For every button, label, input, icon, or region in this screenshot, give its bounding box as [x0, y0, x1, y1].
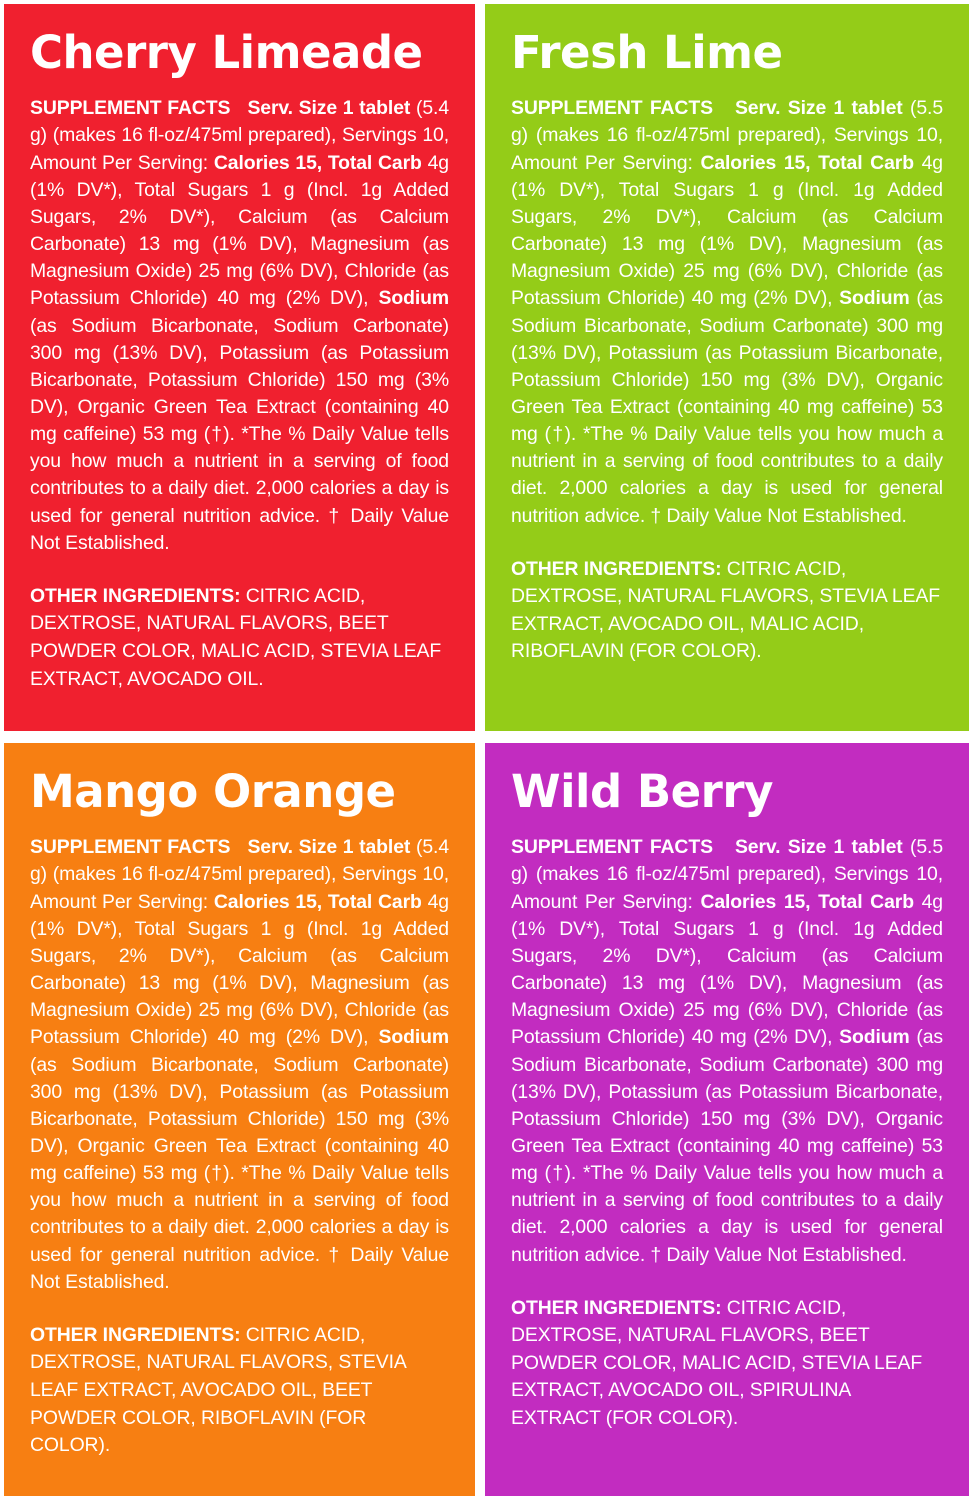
green-tea-extract: Organic Green Tea Extract (containing 40 mg caffeine) 53 mg (†). [30, 396, 449, 446]
sodium-label: Sodium [378, 1026, 449, 1049]
sodium-label: Sodium [839, 1026, 910, 1049]
calories-total-carb: Calories 15, Total Carb [700, 151, 914, 174]
calories-total-carb: Calories 15, Total Carb [213, 151, 422, 174]
total-carb-value: 4g (1% DV*), [30, 890, 449, 940]
amount-per-serving-label: Amount Per Serving: [30, 151, 209, 174]
supplement-facts-text [30, 834, 449, 1296]
serving-size-weight: (5.5 g) [511, 97, 943, 147]
supplement-facts-heading: SUPPLEMENT FACTS [30, 836, 231, 859]
magnesium: Magnesium (as Magnesium Oxide) 25 mg (6% DV), [30, 233, 449, 283]
flavor-title: Wild Berry [511, 765, 773, 818]
daily-value-footnote: *The % Daily Value tells you how much a nutrient in a serving of food contributes to a daily diet. 2,000 calories a day is used for general nutrition advice. † Daily Value Not Established. [30, 1162, 449, 1293]
potassium: Potassium (as Potassium Bicarbonate, Potassium Chloride) 150 mg (3% DV), [30, 1080, 449, 1157]
chloride: Chloride (as Potassium Chloride) 40 mg (2% DV), [511, 999, 943, 1049]
supplement-facts-text [511, 95, 943, 530]
flavor-title: Cherry Limeade [30, 26, 423, 79]
serving-size-label: Serv. Size 1 tablet [734, 836, 903, 859]
calcium: Calcium (as Calcium Carbonate) 13 mg (1% DV), [511, 944, 944, 995]
flavor-panel-wild-berry [485, 743, 969, 1496]
supplement-facts-heading: SUPPLEMENT FACTS [511, 836, 713, 859]
sodium-value: (as Sodium Bicarbonate, Sodium Carbonate) 300 mg (13% DV), [511, 1026, 943, 1103]
servings-count: Servings 10, [342, 124, 449, 147]
other-ingredients-label: OTHER INGREDIENTS: [511, 557, 722, 580]
other-ingredients-label: OTHER INGREDIENTS: [30, 584, 241, 607]
amount-per-serving-label: Amount Per Serving: [511, 890, 693, 913]
total-carb-value: 4g (1% DV*), [511, 890, 943, 940]
prepared-note: (makes 16 fl-oz/475ml prepared), [535, 863, 826, 886]
total-sugars: Total Sugars 1 g (Incl. 1g Added Sugars, 2% DV*), [511, 178, 943, 228]
prepared-note: (makes 16 fl-oz/475ml prepared), [52, 863, 337, 886]
green-tea-extract: Organic Green Tea Extract (containing 40 mg caffeine) 53 mg (†). [30, 1135, 449, 1185]
flavor-title: Fresh Lime [511, 26, 783, 79]
servings-count: Servings 10, [342, 863, 449, 886]
supplement-facts-text [511, 834, 943, 1269]
potassium: Potassium (as Potassium Bicarbonate, Potassium Chloride) 150 mg (3% DV), [511, 1080, 944, 1130]
magnesium: Magnesium (as Magnesium Oxide) 25 mg (6% DV), [511, 233, 943, 283]
other-ingredients [511, 556, 943, 666]
serving-size-label: Serv. Size 1 tablet [247, 836, 411, 859]
green-tea-extract: Organic Green Tea Extract (containing 40 mg caffeine) 53 mg (†). [511, 1107, 943, 1185]
sodium-value: (as Sodium Bicarbonate, Sodium Carbonate) 300 mg (13% DV), [30, 1053, 449, 1103]
sodium-value: (as Sodium Bicarbonate, Sodium Carbonate) 300 mg (13% DV), [511, 287, 943, 364]
potassium: Potassium (as Potassium Bicarbonate, Potassium Chloride) 150 mg (3% DV), [30, 341, 449, 418]
calories-total-carb: Calories 15, Total Carb [213, 890, 422, 913]
potassium: Potassium (as Potassium Bicarbonate, Potassium Chloride) 150 mg (3% DV), [511, 341, 944, 391]
amount-per-serving-label: Amount Per Serving: [30, 890, 209, 913]
supplement-facts-heading: SUPPLEMENT FACTS [30, 97, 231, 120]
prepared-note: (makes 16 fl-oz/475ml prepared), [52, 124, 337, 147]
total-sugars: Total Sugars 1 g (Incl. 1g Added Sugars, 2% DV*), [30, 178, 449, 228]
total-carb-value: 4g (1% DV*), [511, 151, 943, 201]
other-ingredients-value: CITRIC ACID, DEXTROSE, NATURAL FLAVORS, STEVIA LEAF EXTRACT, AVOCADO OIL, MALIC ACID, RIBOFLAVIN (FOR COLOR). [511, 557, 941, 663]
calcium: Calcium (as Calcium Carbonate) 13 mg (1% DV), [30, 205, 449, 256]
other-ingredients [30, 1322, 449, 1460]
other-ingredients-label: OTHER INGREDIENTS: [30, 1323, 241, 1346]
serving-size-weight: (5.4 g) [30, 836, 449, 886]
calcium: Calcium (as Calcium Carbonate) 13 mg (1% DV), [511, 205, 944, 256]
chloride: Chloride (as Potassium Chloride) 40 mg (2% DV), [30, 260, 450, 310]
total-sugars: Total Sugars 1 g (Incl. 1g Added Sugars, 2% DV*), [30, 917, 449, 967]
daily-value-footnote: *The % Daily Value tells you how much a nutrient in a serving of food contributes to a daily diet. 2,000 calories a day is used for general nutrition advice. † Daily Value Not Established. [511, 423, 943, 527]
other-ingredients-value: CITRIC ACID, DEXTROSE, NATURAL FLAVORS, BEET POWDER COLOR, MALIC ACID, STEVIA LEAF EXTRACT, AVOCADO OIL. [30, 584, 442, 690]
other-ingredients-value: CITRIC ACID, DEXTROSE, NATURAL FLAVORS, STEVIA LEAF EXTRACT, AVOCADO OIL, BEET POWDER COLOR, RIBOFLAVIN (FOR COLOR). [30, 1323, 406, 1457]
other-ingredients-label: OTHER INGREDIENTS: [511, 1296, 722, 1319]
calcium: Calcium (as Calcium Carbonate) 13 mg (1% DV), [30, 944, 449, 995]
servings-count: Servings 10, [833, 863, 943, 886]
flavor-panel-fresh-lime [485, 4, 969, 731]
supplement-facts-heading: SUPPLEMENT FACTS [511, 97, 713, 120]
flavor-panel-cherry-limeade [4, 4, 475, 731]
serving-size-label: Serv. Size 1 tablet [247, 97, 411, 120]
flavor-panel-mango-orange [4, 743, 475, 1496]
prepared-note: (makes 16 fl-oz/475ml prepared), [535, 124, 826, 147]
servings-count: Servings 10, [833, 124, 943, 147]
total-carb-value: 4g (1% DV*), [30, 151, 449, 201]
daily-value-footnote: *The % Daily Value tells you how much a nutrient in a serving of food contributes to a daily diet. 2,000 calories a day is used for general nutrition advice. † Daily Value Not Established. [511, 1162, 943, 1266]
serving-size-weight: (5.5 g) [511, 836, 943, 886]
chloride: Chloride (as Potassium Chloride) 40 mg (2% DV), [30, 999, 450, 1049]
supplement-facts-text [30, 95, 449, 557]
calories-total-carb: Calories 15, Total Carb [700, 890, 914, 913]
green-tea-extract: Organic Green Tea Extract (containing 40 mg caffeine) 53 mg (†). [511, 368, 943, 446]
serving-size-label: Serv. Size 1 tablet [734, 97, 903, 120]
sodium-label: Sodium [839, 287, 910, 310]
other-ingredients [30, 583, 449, 693]
magnesium: Magnesium (as Magnesium Oxide) 25 mg (6% DV), [511, 972, 943, 1022]
daily-value-footnote: *The % Daily Value tells you how much a nutrient in a serving of food contributes to a daily diet. 2,000 calories a day is used for general nutrition advice. † Daily Value Not Established. [30, 423, 449, 554]
sodium-label: Sodium [378, 287, 449, 310]
other-ingredients [511, 1295, 943, 1433]
magnesium: Magnesium (as Magnesium Oxide) 25 mg (6% DV), [30, 972, 449, 1022]
sodium-value: (as Sodium Bicarbonate, Sodium Carbonate) 300 mg (13% DV), [30, 314, 449, 364]
serving-size-weight: (5.4 g) [30, 97, 449, 147]
chloride: Chloride (as Potassium Chloride) 40 mg (2% DV), [511, 260, 943, 310]
other-ingredients-value: CITRIC ACID, DEXTROSE, NATURAL FLAVORS, BEET POWDER COLOR, MALIC ACID, STEVIA LEAF EXTRACT, AVOCADO OIL, SPIRULINA EXTRACT (FOR COLOR). [511, 1296, 923, 1429]
amount-per-serving-label: Amount Per Serving: [511, 151, 693, 174]
flavor-title: Mango Orange [30, 765, 396, 818]
total-sugars: Total Sugars 1 g (Incl. 1g Added Sugars, 2% DV*), [511, 917, 943, 967]
